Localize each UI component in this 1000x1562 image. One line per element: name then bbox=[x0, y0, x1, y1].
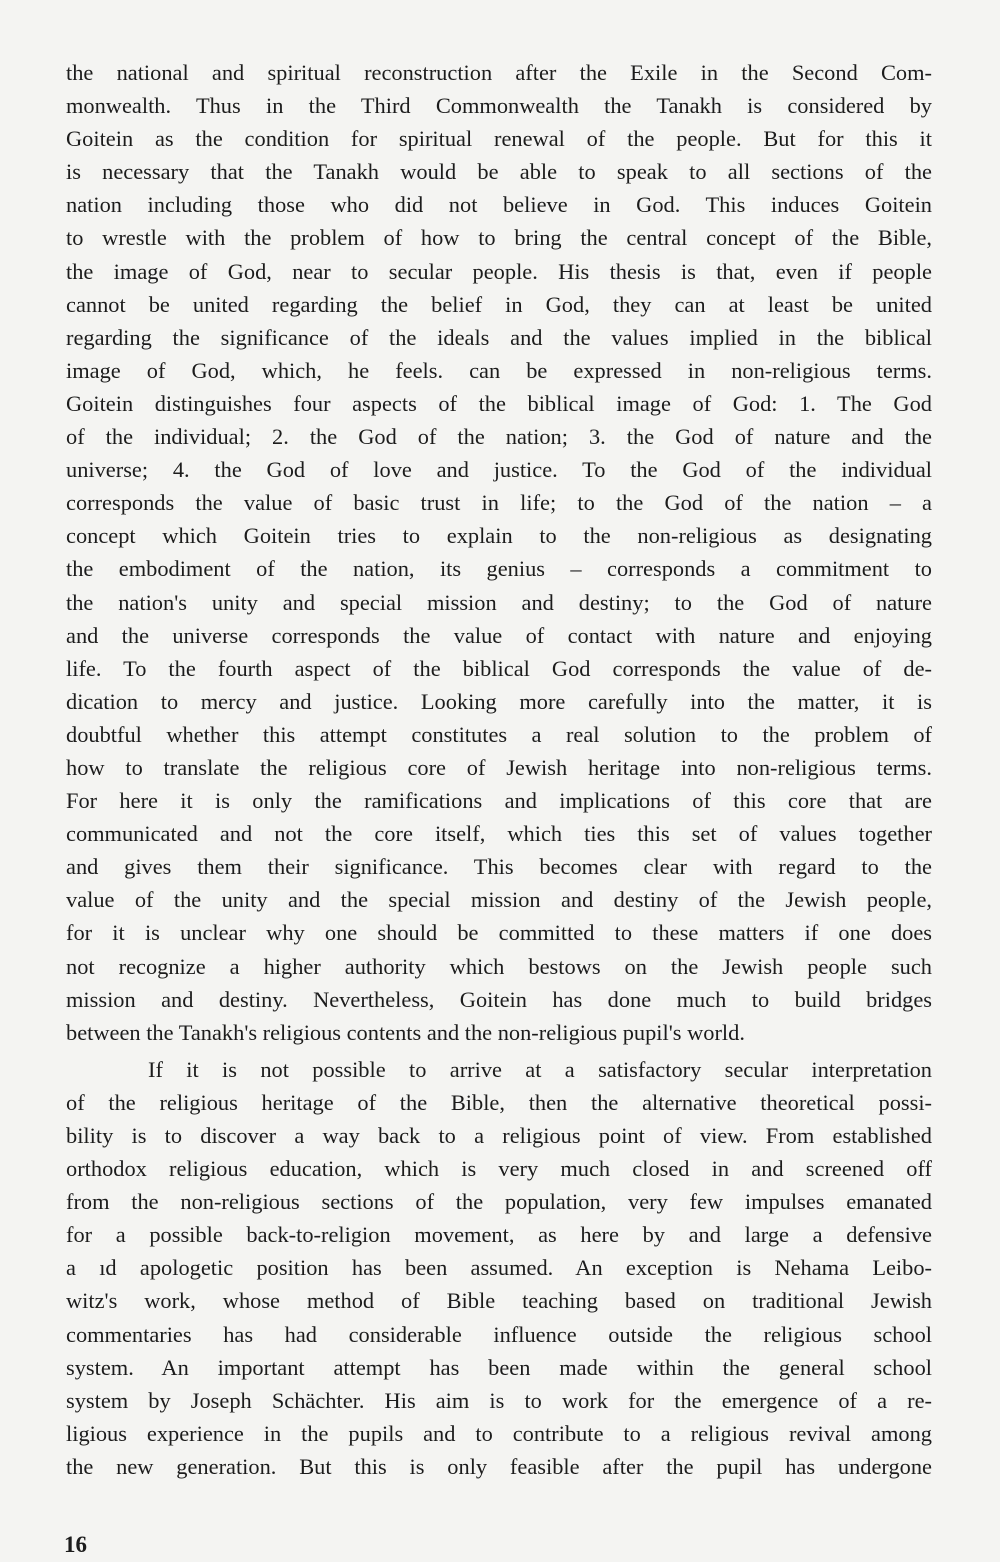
text-line: system by Joseph Schächter. His aim is to work for the emergence of a re- bbox=[66, 1387, 932, 1413]
text-line: between the Tanakh's religious contents and the non-religious pupil's world. bbox=[66, 1019, 745, 1045]
body-text bbox=[66, 56, 932, 1483]
text-line: If it is not possible to arrive at a satisfactory secular interpretation bbox=[148, 1056, 932, 1082]
text-line: doubtful whether this attempt constitutes a real solution to the problem of bbox=[66, 721, 932, 747]
text-line: of the individual; 2. the God of the nation; 3. the God of nature and the bbox=[66, 424, 932, 450]
text-line: universe; 4. the God of love and justice. To the God of the individual bbox=[66, 457, 932, 483]
text-line: and gives them their significance. This becomes clear with regard to the bbox=[66, 854, 932, 880]
text-line: life. To the fourth aspect of the biblical God corresponds the value of de- bbox=[66, 655, 932, 681]
text-line: ligious experience in the pupils and to contribute to a religious revival among bbox=[66, 1420, 932, 1446]
text-line: and the universe corresponds the value of contact with nature and enjoying bbox=[66, 622, 932, 648]
text-line: how to translate the religious core of Jewish heritage into non-religious terms. bbox=[66, 754, 932, 780]
text-line: from the non-religious sections of the population, very few impulses emanated bbox=[66, 1189, 932, 1215]
text-line: corresponds the value of basic trust in life; to the God of the nation – a bbox=[66, 490, 932, 516]
text-line: the national and spiritual reconstruction after the Exile in the Second Com- bbox=[66, 60, 932, 85]
text-line: for it is unclear why one should be committed to these matters if one does bbox=[66, 920, 932, 946]
text-line: to wrestle with the problem of how to bring the central concept of the Bible, bbox=[66, 225, 932, 251]
text-line: witz's work, whose method of Bible teaching based on traditional Jewish bbox=[66, 1288, 932, 1314]
text-line: Goitein as the condition for spiritual renewal of the people. But for this it bbox=[66, 126, 932, 152]
text-line: image of God, which, he feels. can be expressed in non-religious terms. bbox=[66, 357, 932, 383]
text-line: is necessary that the Tanakh would be able to speak to all sections of the bbox=[66, 159, 932, 185]
text-line: concept which Goitein tries to explain to the non-religious as designating bbox=[66, 523, 932, 549]
text-line: the embodiment of the nation, its genius – corresponds a commitment to bbox=[66, 556, 932, 582]
text-line: monwealth. Thus in the Third Commonwealth the Tanakh is considered by bbox=[66, 93, 932, 119]
page-number: 16 bbox=[64, 1532, 87, 1557]
text-line: the image of God, near to secular people. His thesis is that, even if people bbox=[66, 258, 932, 284]
text-line: nation including those who did not believe in God. This induces Goitein bbox=[66, 192, 932, 218]
text-line: For here it is only the ramifications and implications of this core that are bbox=[66, 788, 932, 814]
paragraph bbox=[66, 56, 932, 1049]
text-line: commentaries has had considerable influence outside the religious school bbox=[66, 1321, 932, 1347]
text-line: mission and destiny. Nevertheless, Goitein has done much to build bridges bbox=[66, 986, 932, 1012]
paragraph bbox=[66, 1053, 932, 1483]
text-line: not recognize a higher authority which bestows on the Jewish people such bbox=[66, 953, 932, 979]
text-line: bility is to discover a way back to a religious point of view. From established bbox=[66, 1123, 932, 1148]
text-line: of the religious heritage of the Bible, then the alternative theoretical possi- bbox=[66, 1089, 932, 1115]
text-line: for a possible back-to-religion movement, as here by and large a defensive bbox=[66, 1222, 932, 1248]
text-line: the nation's unity and special mission and destiny; to the God of nature bbox=[66, 589, 932, 615]
text-line: Goitein distinguishes four aspects of the biblical image of God: 1. The God bbox=[66, 390, 932, 416]
text-line: a ıd apologetic position has been assumed. An exception is Nehama Leibo- bbox=[66, 1255, 932, 1281]
text-line: communicated and not the core itself, which ties this set of values together bbox=[66, 821, 932, 847]
text-line: system. An important attempt has been made within the general school bbox=[66, 1354, 932, 1380]
text-line: dication to mercy and justice. Looking more carefully into the matter, it is bbox=[66, 688, 932, 714]
text-line: regarding the significance of the ideals and the values implied in the biblical bbox=[66, 324, 932, 350]
text-line: the new generation. But this is only feasible after the pupil has undergone bbox=[66, 1453, 932, 1479]
text-line: orthodox religious education, which is very much closed in and screened off bbox=[66, 1156, 932, 1182]
text-line: value of the unity and the special mission and destiny of the Jewish people, bbox=[66, 887, 932, 913]
text-line: cannot be united regarding the belief in God, they can at least be united bbox=[66, 291, 932, 317]
